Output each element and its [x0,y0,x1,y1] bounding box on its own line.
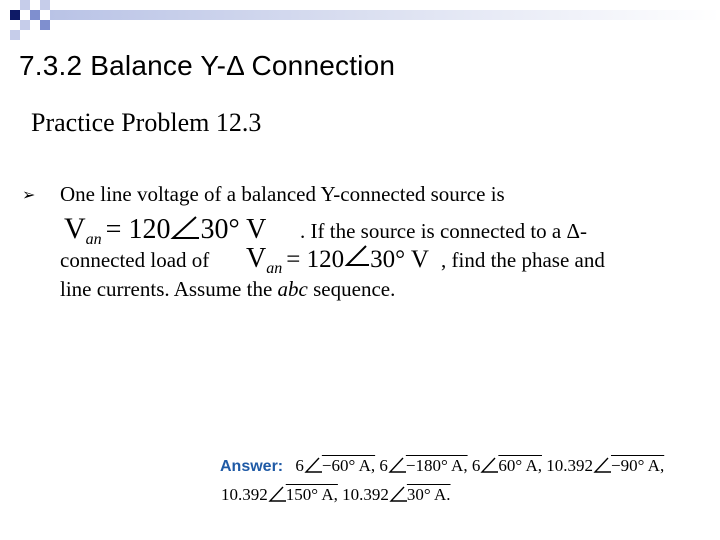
problem-line-1: One line voltage of a balanced Y-connected source is [60,182,505,206]
header-gradient-band [50,10,720,20]
problem-heading: Practice Problem 12.3 [31,108,262,137]
page-title: 7.3.2 Balance Y-Δ Connection [19,50,396,81]
eq2-value: 30° V [370,246,429,273]
angle-symbol-icon [388,457,406,473]
angle-symbol-icon [268,486,286,502]
angle-symbol-icon [170,215,200,241]
deco-square [10,10,20,20]
problem-line-3-prefix: connected load of [60,248,210,272]
line4-italic: abc [277,277,308,301]
problem-line-3-suffix: , find the phase and [441,248,605,272]
problem-line-2: . If the source is connected to a Δ- [300,219,587,243]
eq2-symbol: V [246,243,267,274]
answer-angle: 150° A, [285,485,338,504]
answer-mag: 10.392 [546,456,593,475]
deco-square [20,0,30,10]
equation-van-2 [246,243,429,278]
angle-symbol-icon [304,457,322,473]
eq1-symbol: V [64,212,86,245]
answer-angle: 30° A. [406,485,451,504]
header-decoration [0,0,720,48]
eq1-subscript: an [85,231,102,248]
problem-line-4 [60,277,395,302]
answer-angle: 60° A, [498,456,542,475]
deco-square [20,20,30,30]
answer-line-1 [220,456,664,476]
deco-square [30,10,40,20]
answer-angle: −180° A, [405,456,468,475]
answer-angle: −90° A, [610,456,665,475]
answer-mag: 6 [471,456,481,475]
deco-square [40,0,50,10]
answer-mag: 10.392 [221,485,268,504]
angle-symbol-icon [344,244,370,270]
eq2-subscript: an [266,260,283,277]
answer-label: Answer: [220,458,284,475]
angle-symbol-icon [389,486,407,502]
eq1-value: 30° V [200,214,267,245]
eq2-equals: = 120 [286,246,345,273]
equation-van-1 [64,212,266,249]
line4-suffix: sequence. [307,277,396,301]
bullet-arrow-icon: ➢ [22,185,36,204]
eq1-equals: = 120 [105,214,171,245]
angle-symbol-icon [480,457,498,473]
answer-mag: 6 [295,456,304,475]
deco-square [40,20,50,30]
answer-mag: 6 [379,456,388,475]
answer-line-2 [221,485,451,505]
deco-square [10,30,20,40]
line4-prefix: line currents. Assume the [60,277,278,301]
answer-angle: −60° A, [321,456,376,475]
angle-symbol-icon [593,457,611,473]
answer-mag: 10.392 [342,485,389,504]
